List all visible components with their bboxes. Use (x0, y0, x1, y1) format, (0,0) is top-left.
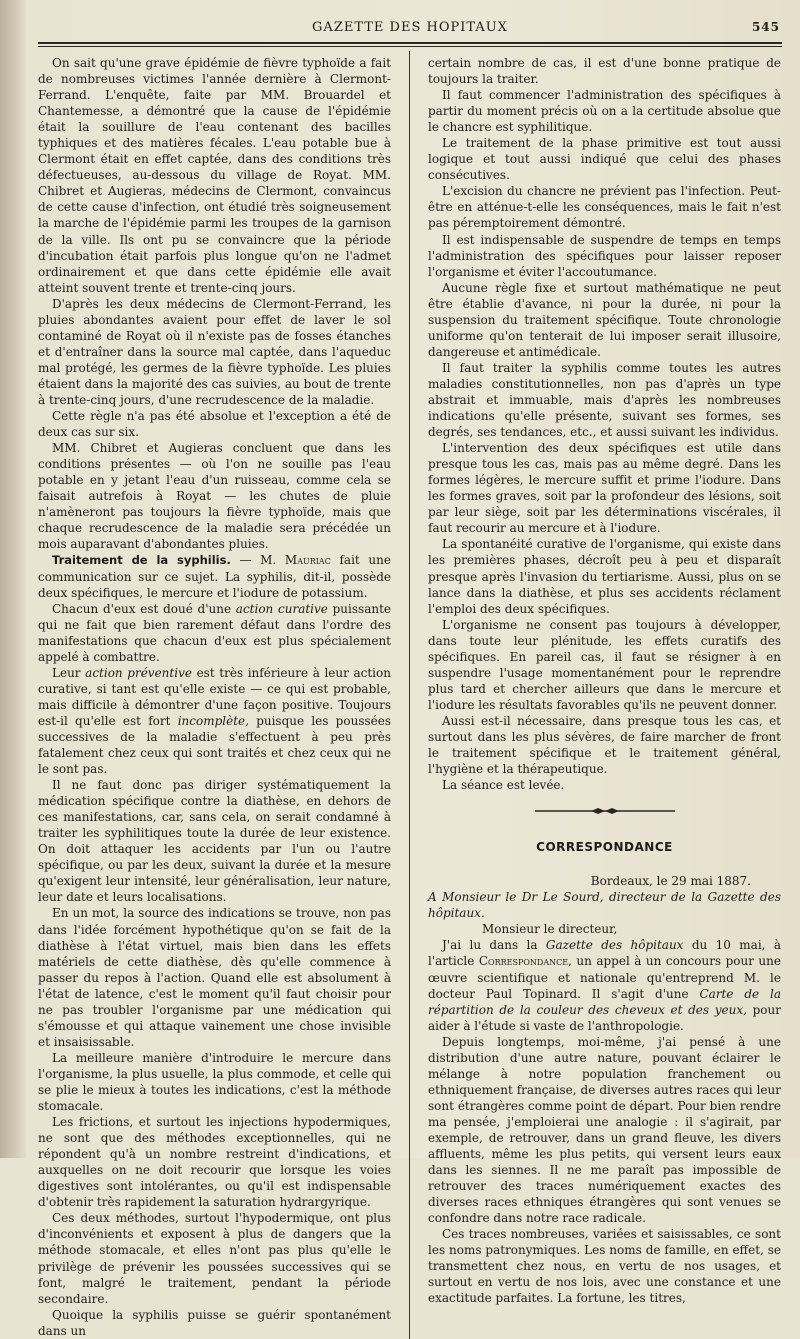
paragraph: On sait qu'une grave épidémie de fièvre typhoïde a fait de nombreuses victimes l'année dernière à Clermont-Ferrand. L'enquête, faite par MM. Brouardel et Chantemesse, a démontré que la cause de l'épidémie était la souillure de l'eau contenant des bacilles typhiques et des matières fécales. L'eau potable bue à Clermont était en effet captée, dans des conditions très défectueuses, au-dessous du village de Royat. MM. Chibret et Augieras, médecins de Clermont, convaincus de cette cause d'infection, ont étudié très soigneusement la marche de l'épidémie parmi les troupes de la garnison de la ville. Ils ont pu se convaincre que la période d'incubation était parfois plus longue qu'on ne l'admet ordinairement et que dans cette épidémie elle avait atteint souvent trente et trente-cinq jours. (38, 56, 391, 295)
author-name: Mauriac (284, 553, 331, 568)
paragraph: Il ne faut donc pas diriger systématiquement la médication spécifique contre la diathèse, en dehors de ces manifestations, car, sans cela, on serait condamné à traiter les syphilitiques toute la durée de leur existence. On doit attaquer les accidents par l'un ou l'autre spécifique, ou par les deux, suivant la durée et la mesure qu'exigent leur intensité, leur généralisation, leur nature, leur date et leurs localisations. (38, 778, 391, 905)
paragraph: Le traitement de la phase primitive est tout aussi logique et tout aussi indiqué que celui des phases consécutives. (428, 136, 781, 183)
letter-salutation: Monsieur le directeur, (482, 922, 618, 937)
paragraph: Depuis longtemps, moi-même, j'ai pensé à une distribution d'une autre nature, pouvant éclairer le mélange à notre population franchement ou ethniquement française, de diverses autres races qui leur sont étrangères comme point de départ. Pour bien rendre ma pensée, j'emploierai une analogie : il s'agirait, par exemple, de retrouver, dans un grand fleuve, les divers affluents, même les plus petits, qui versent leurs eaux dans les siennes. Il ne me paraît pas impossible de retrouver des traces numériquement exactes des diverses races ethniques étrangères qui sont venues se confondre dans notre race radicale. (428, 1034, 781, 1226)
running-title: GAZETTE DES HOPITAUX (312, 20, 508, 35)
paragraph: La spontanéité curative de l'organisme, qui existe dans les premières phases, décroît peu à peu et disparaît presque après l'invasion du tertiarisme. Aussi, plus on se lance dans la diathèse, et plus ses accidents réclament l'emploi des deux spécifiques. (428, 537, 781, 616)
section-ornament (428, 803, 781, 819)
paragraph: En un mot, la source des indications se trouve, non pas dans l'idée forcément hypothétique qu'on se fait de la diathèse à l'état virtuel, mais bien dans les effets matériels de cette diathèse, dès qu'elle commence à passer du repos à l'action. Quand elle est absolument à l'état de latence, c'est le moment qu'il faut choisir pour ne pas troubler l'organisme par une médication qui s'émousse et qui attaque vainement une chose invisible et insaisissable. (38, 906, 391, 1049)
paragraph: L'intervention des deux spécifiques est utile dans presque tous les cas, mais pas au même degré. Dans les formes légères, le mercure suffit et prime l'iodure. Dans les formes graves, soit par la profondeur des lésions, soit par leur siège, soit par les déterminations viscérales, il faut recourir au mercure et à l'iodure. (428, 441, 781, 536)
header-rule-thin (38, 46, 782, 47)
paragraph: La séance est levée. (442, 778, 565, 793)
paragraph: Il faut commencer l'administration des spécifiques à partir du moment précis où on a la certitude absolue que le chancre est syphilitique. (428, 88, 781, 135)
paragraph: Ces deux méthodes, surtout l'hypodermique, ont plus d'inconvénients et exposent à plus de dangers que la méthode stomacale, et elles n'ont pas plus qu'elle le privilège de prévenir les poussées successives qui se font, malgré le traitement, pendant la période secondaire. (38, 1211, 391, 1306)
paragraph: L'organisme ne consent pas toujours à développer, dans toute leur plénitude, les effets curatifs des spécifiques. En pareil cas, il faut se résigner à en suspendre l'usage momentanément pour le reprendre plus tard et chercher ailleurs que dans le mercure et l'iodure les résultats favorables qu'ils ne peuvent donner. (428, 617, 781, 712)
header-rule-thick (38, 42, 782, 44)
paragraph: Il est indispensable de suspendre de temps en temps l'administration des spécifiques pour laisser reposer l'organisme et éviter l'accoutumance. (428, 232, 781, 279)
column-divider (409, 51, 410, 1339)
section-title: CORRESPONDANCE (536, 840, 673, 855)
paragraph: D'après les deux médecins de Clermont-Ferrand, les pluies abondantes avaient pour effet de laver le sol contaminé de Royat où il n'existe pas de fosses étanches et d'entraîner dans la source mal captée, dans l'aqueduc mal protégé, les germes de la fièvre typhoïde. Les pluies étaient dans la majorité des cas suivies, au bout de trente à trente-cinq jours, d'une recrudescence de la maladie. (38, 296, 391, 407)
page-number: 545 (751, 20, 780, 34)
paragraph: Cette règle n'a pas été absolue et l'exception a été de deux cas sur six. (38, 409, 391, 440)
paragraph: La meilleure manière d'introduire le mercure dans l'organisme, la plus usuelle, la plus commode, et celle qui se plie le mieux à toutes les indications, c'est la méthode stomacale. (38, 1050, 391, 1114)
paragraph-syphilis-heading: Traitement de la syphilis. — M. Mauriac fait une communication sur ce sujet. La syphilis, dit-il, possède deux spécifiques, le mercure et l'iodure de potassium. (38, 553, 391, 600)
paragraph: Chacun d'eux est doué d'une action curative puissante qui ne fait que bien rarement défaut dans l'ordre des manifestations que chacun d'eux est plus spécialement appelé à combattre. (38, 601, 391, 664)
paragraph: certain nombre de cas, il est d'une bonne pratique de toujours la traiter. (428, 56, 781, 87)
paragraph: L'excision du chancre ne prévient pas l'infection. Peut-être en atténue-t-elle les conséquences, mais le fait n'est pas péremptoirement démontré. (428, 184, 781, 231)
paragraph: Ces traces nombreuses, variées et saisissables, ce sont les noms patronymiques. Les noms de famille, en effet, se transmettent chez nous, en vertu de nos usages, et surtout en vertu de nos lois, avec une constance et une exactitude parfaites. La fortune, les titres, (428, 1227, 781, 1306)
letter-dateline: Bordeaux, le 29 mai 1887. (590, 874, 751, 889)
paragraph: Les frictions, et surtout les injections hypodermiques, ne sont que des méthodes exceptionnelles, qui ne répondent qu'à un nombre restreint d'indications, et auxquelles on ne doit recourir que lorsque les voies digestives sont intolérantes, ou qu'il est indispensable d'obtenir très rapidement la saturation hydrargyrique. (38, 1115, 391, 1210)
left-column (38, 55, 391, 1339)
paragraph: MM. Chibret et Augieras concluent que dans les conditions présentes — où l'on ne souille pas l'eau potable en y jetant l'eau d'un ruisseau, comme cela se faisait autrefois à Royat — les chutes de pluie n'amèneront pas toujours la fièvre typhoïde, mais que chaque recrudescence de la maladie sera précédée un mois auparavant d'abondantes pluies. (38, 441, 391, 552)
paragraph: Quoique la syphilis puisse se guérir spontanément dans un (38, 1307, 391, 1338)
letter-addressee: A Monsieur le Dr Le Sourd, directeur de la Gazette des hôpitaux. (428, 890, 781, 921)
paragraph: Il faut traiter la syphilis comme toutes les autres maladies constitutionnelles, non pas d'après un type abstrait et immuable, mais d'après les nombreuses indications qu'elle présente, suivant ses formes, ses degrés, ses tendances, etc., et aussi suivant les individus. (428, 360, 781, 440)
page-header (38, 14, 782, 40)
right-column (428, 55, 781, 1339)
paragraph: Aucune règle fixe et surtout mathématique ne peut être établie d'avance, ni pour la durée, ni pour la suspension du traitement spécifique. Toute chronologie uniforme qu'on tenterait de lui imposer serait illusoire, dangereuse et antimédicale. (428, 280, 781, 359)
paragraph: J'ai lu dans la Gazette des hôpitaux du 10 mai, à l'article Correspondance, un appel à un concours pour une œuvre scientifique et nationale qu'entreprend M. le docteur Paul Topinard. Il s'agit d'une Carte de la répartition de la couleur des cheveux et des yeux, pour aider à l'étude si vaste de l'anthropologie. (428, 938, 782, 1033)
paragraph: Leur action préventive est très inférieure à leur action curative, si tant est qu'elle existe — ce qui est probable, mais difficile à démontrer d'une façon positive. Toujours est-il qu'elle est fort incomplète, puisque les poussées successives de la maladie s'effectuent à peu près fatalement chez ceux qui sont traités et chez ceux qui ne le sont pas. (38, 665, 391, 777)
paragraph: Aussi est-il nécessaire, dans presque tous les cas, et surtout dans les plus sévères, de faire marcher de front le traitement spécifique et le traitement général, l'hygiène et la thérapeutique. (428, 713, 781, 777)
page-binding-shadow (0, 0, 26, 1158)
two-column-body (38, 55, 782, 1339)
paragraph-title: Traitement de la syphilis. (52, 553, 231, 568)
ornament-rule-icon (535, 807, 675, 815)
